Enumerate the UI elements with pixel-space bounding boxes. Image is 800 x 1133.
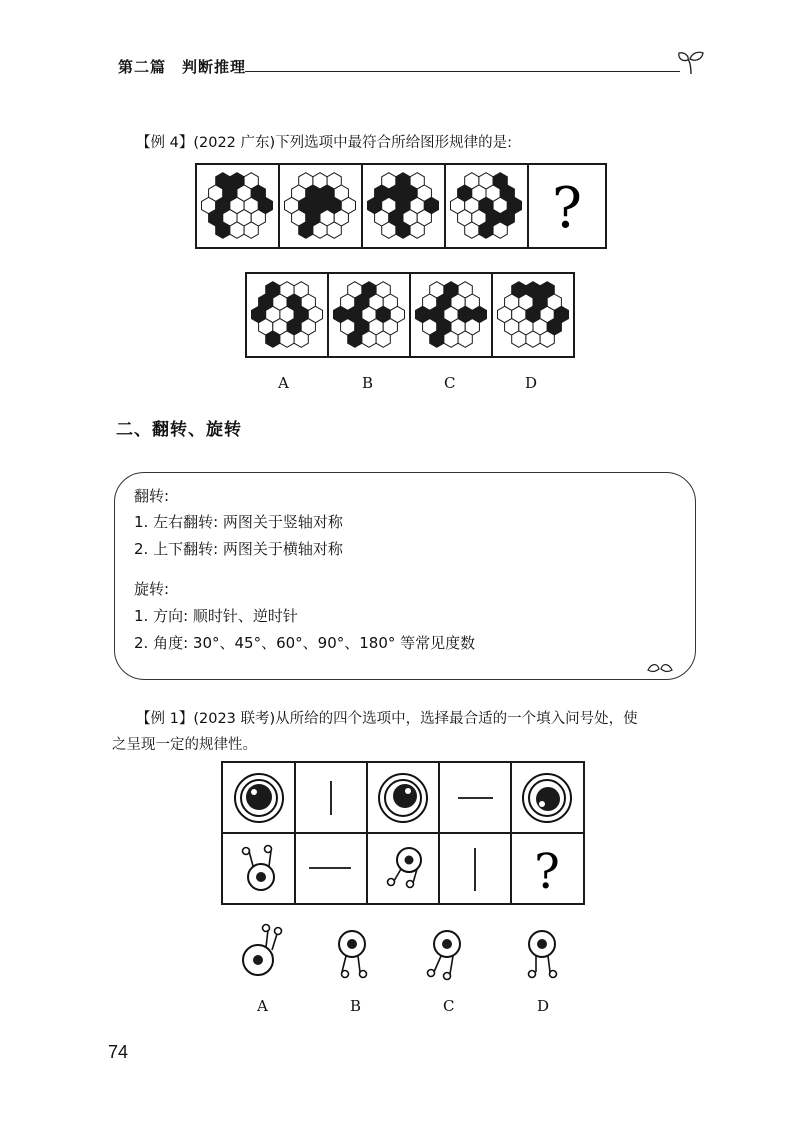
creature-figure-1: [243, 846, 275, 891]
example1-option-d-label: D: [537, 997, 550, 1015]
question-cell: [529, 165, 609, 247]
hex-figure-4: [446, 165, 529, 247]
sprout-icon: [676, 50, 706, 76]
option-b-figure[interactable]: [329, 274, 411, 356]
hex-cell-filled: [348, 331, 362, 347]
creature-option-a[interactable]: [243, 925, 282, 976]
hex-cell-filled: [216, 222, 230, 238]
hex-cell-empty: [327, 222, 341, 238]
rotate-title: 旋转:: [134, 580, 170, 598]
hex-cell-filled: [430, 331, 444, 347]
eye-figure-2: [379, 774, 427, 822]
option-b-label: B: [362, 374, 374, 392]
header-title: 第二篇 判断推理: [118, 58, 247, 76]
hex-cell-filled: [396, 222, 410, 238]
example1-question-line2: 之呈现一定的规律性。: [112, 737, 257, 753]
page-number: 74: [108, 1042, 129, 1062]
question-mark-2: ?: [534, 844, 560, 900]
eye-figure-3: [523, 774, 571, 822]
example1-option-a-label: A: [257, 997, 268, 1015]
creature-option-c[interactable]: [428, 931, 461, 980]
flip-item-2: 2. 上下翻转: 两图关于横轴对称: [134, 540, 343, 558]
hex-cell-empty: [540, 331, 554, 347]
example4-question: 【例 4】(2022 广东)下列选项中最符合所给图形规律的是:: [136, 135, 513, 151]
hex-figure-3: [363, 165, 446, 247]
hex-cell-filled: [266, 331, 280, 347]
eye-figure-1: [235, 774, 283, 822]
example4-question-row: [195, 163, 607, 249]
hex-figure-2: [280, 165, 363, 247]
hex-cell-empty: [458, 331, 472, 347]
hex-cell-empty: [362, 331, 376, 347]
question-mark-glyph: [529, 165, 605, 246]
hex-cell-empty: [280, 331, 294, 347]
hex-cell-filled: [299, 222, 313, 238]
creature-option-b[interactable]: [339, 931, 367, 978]
creature-option-d[interactable]: [529, 931, 557, 978]
example1-option-c-label: C: [443, 997, 455, 1015]
creature-figure-2: [388, 848, 422, 888]
example1-options: [232, 920, 572, 985]
example1-option-b-label: B: [350, 997, 362, 1015]
hex-cell-empty: [465, 222, 479, 238]
hex-cell-empty: [526, 331, 540, 347]
option-c-figure[interactable]: [411, 274, 493, 356]
example1-grid: [221, 761, 585, 905]
option-d-figure[interactable]: [493, 274, 573, 356]
flip-item-1: 1. 左右翻转: 两图关于竖轴对称: [134, 513, 343, 531]
option-d-label: D: [525, 374, 538, 392]
header-rule: [245, 71, 680, 72]
hex-cell-filled: [479, 222, 493, 238]
hex-cell-empty: [313, 222, 327, 238]
hex-cell-empty: [382, 222, 396, 238]
option-a-label: A: [278, 374, 289, 392]
hex-cell-empty: [230, 222, 244, 238]
hex-cell-empty: [512, 331, 526, 347]
svg-text:?: ?: [551, 176, 583, 241]
example4-options-row: [245, 272, 575, 358]
hex-cell-empty: [376, 331, 390, 347]
hex-cell-empty: [410, 222, 424, 238]
hex-cell-empty: [244, 222, 258, 238]
hex-cell-empty: [493, 222, 507, 238]
section-title: 二、翻转、旋转: [116, 420, 242, 440]
hex-cell-empty: [294, 331, 308, 347]
example1-question-line1: 【例 1】(2023 联考)从所给的四个选项中，选择最合适的一个填入问号处，使: [136, 711, 638, 727]
flip-title: 翻转:: [134, 487, 170, 505]
rotate-item-2: 2. 角度: 30°、45°、60°、90°、180° 等常见度数: [134, 634, 476, 652]
option-a-figure[interactable]: [247, 274, 329, 356]
leaf-ornament-icon: [646, 660, 674, 676]
rotate-item-1: 1. 方向: 顺时针、逆时针: [134, 607, 298, 625]
option-c-label: C: [444, 374, 456, 392]
hex-figure-1: [197, 165, 280, 247]
hex-cell-empty: [444, 331, 458, 347]
